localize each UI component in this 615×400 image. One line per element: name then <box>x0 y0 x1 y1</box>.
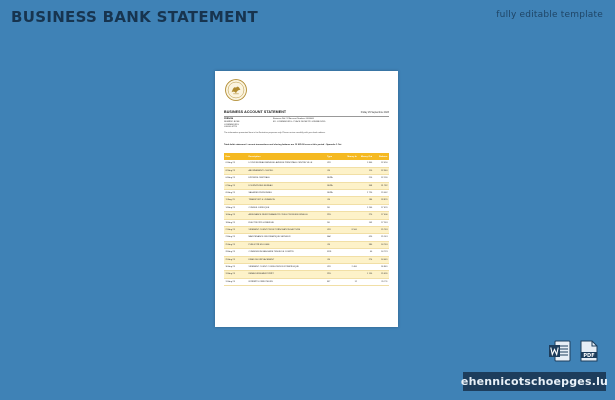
cell-balance: 28 876 <box>374 197 389 204</box>
table-row <box>224 204 389 211</box>
cell-type: SEPA <box>326 190 343 197</box>
table-row <box>224 219 389 226</box>
cell-money-out: 348 <box>358 182 373 189</box>
cell-money-out: 620 <box>358 234 373 241</box>
statement-date: Friday 29 Septembre 2023 <box>360 111 389 114</box>
header-date: Date <box>224 153 247 160</box>
cell-money-in <box>343 190 358 197</box>
cell-type: VIR <box>326 263 343 270</box>
cell-money-out: 274 <box>358 256 373 263</box>
cell-money-out: 1 800 <box>358 160 373 167</box>
cell-money-in <box>343 219 358 226</box>
cell-type: SEPA <box>326 175 343 182</box>
table-row <box>224 167 389 174</box>
cell-date: 31 Aug 23 <box>224 271 247 278</box>
cell-money-in <box>343 167 358 174</box>
cell-money-in <box>343 182 358 189</box>
header-type: Type <box>326 153 343 160</box>
cell-balance: 32 130 <box>374 175 389 182</box>
transactions-table <box>224 153 389 286</box>
cell-money-out: 40 <box>358 249 373 256</box>
cell-type: SEPA <box>326 182 343 189</box>
cell-date: 21 Aug 23 <box>224 227 247 234</box>
cell-date: 04 Aug 23 <box>224 175 247 182</box>
cell-money-in <box>343 212 358 219</box>
cell-date: 11 Aug 23 <box>224 197 247 204</box>
cell-money-out: 186 <box>358 197 373 204</box>
table-row <box>224 278 389 285</box>
cell-type: DD <box>326 204 343 211</box>
header-balance: Balance <box>374 153 389 160</box>
cell-date: 14 Aug 23 <box>224 204 247 211</box>
cell-money-in <box>343 160 358 167</box>
page-title: BUSINESS BANK STATEMENT <box>11 8 259 26</box>
statement-summary: Total debit statement / current transactions and closing balance are 12 025.00 euro at this period - Spacedo 1 Oct <box>224 144 342 146</box>
cell-type: FAC <box>326 234 343 241</box>
cell-date: 28 Aug 23 <box>224 249 247 256</box>
table-row <box>224 160 389 167</box>
cell-money-out: 380 <box>358 241 373 248</box>
info-line: EX: LUXEMBOURG - PLACE DE METZ LUXEMBOURG <box>273 120 326 123</box>
cell-date: 23 Aug 23 <box>224 234 247 241</box>
cell-balance: 34 723 <box>374 249 389 256</box>
table-row <box>224 212 389 219</box>
statement-title: BUSINESS ACCOUNT STATEMENT <box>224 110 287 114</box>
cell-balance: 27 406 <box>374 212 389 219</box>
cell-type: FRS <box>326 249 343 256</box>
pdf-icon[interactable] <box>577 339 601 363</box>
cell-money-out: 1 150 <box>358 271 373 278</box>
cell-balance: 27 263 <box>374 219 389 226</box>
cell-money-out: 110 <box>358 167 373 174</box>
table-row <box>224 190 389 197</box>
cell-type: VIR <box>326 160 343 167</box>
account-holder-block <box>224 118 239 129</box>
cell-description: ÉLECTRICITÉ & ÉNERGIE <box>247 219 326 226</box>
cell-type: INT <box>326 278 343 285</box>
table-row <box>224 175 389 182</box>
table-row <box>224 227 389 234</box>
cell-type: CB <box>326 167 343 174</box>
cell-description: PUBLICITÉ EN LIGNE <box>247 241 326 248</box>
cell-money-in <box>343 271 358 278</box>
cell-date: 30 Aug 23 <box>224 263 247 270</box>
table-row <box>224 256 389 263</box>
table-row <box>224 249 389 256</box>
cell-type: PRL <box>326 271 343 278</box>
cell-description: CONSEIL JURIDIQUE <box>247 204 326 211</box>
cell-description: VIREMENT CLIENT CONSULTATION STRATÉGIQUE <box>247 263 326 270</box>
cell-type: PRL <box>326 212 343 219</box>
cell-date: 07 Aug 23 <box>224 182 247 189</box>
cell-description: FRAIS DE DÉPLACEMENT <box>247 256 326 263</box>
cell-description: MAINTENANCE INFORMATIQUE SERVEUR <box>247 234 326 241</box>
cell-date: 01 Aug 23 <box>224 160 247 167</box>
table-row <box>224 271 389 278</box>
cell-money-out: 2 720 <box>358 190 373 197</box>
cell-date: 09 Aug 23 <box>224 190 247 197</box>
cell-description: ASSURANCE RESPONSABILITÉ CIVILE PROFESSIONNELLE <box>247 212 326 219</box>
header-money-in: Money In <box>343 153 358 160</box>
cell-description: TRANSPORT & LIVRAISON <box>247 197 326 204</box>
cell-balance: 35 763 <box>374 227 389 234</box>
cell-balance: 27 676 <box>374 204 389 211</box>
table-row <box>224 241 389 248</box>
statement-note: The information presented here is for illustrative purposes only. Please review carefully with your bank advisor. <box>224 132 326 134</box>
cell-money-out: 210 <box>358 175 373 182</box>
cell-money-in <box>343 249 358 256</box>
cell-description: VIREMENT CLIENT PROJET RÉNOVATION FACTURE <box>247 227 326 234</box>
cell-money-out: 1 200 <box>358 204 373 211</box>
cell-money-in <box>343 197 358 204</box>
cell-balance: 35 699 <box>374 271 389 278</box>
header-description: Description <box>247 153 326 160</box>
cell-date: 02 Aug 23 <box>224 167 247 174</box>
cell-date: 18 Aug 23 <box>224 219 247 226</box>
info-line: LUXEMBOURG <box>224 123 239 126</box>
cell-description: FOURNITURES BUREAU <box>247 182 326 189</box>
table-row <box>224 263 389 270</box>
cell-description: COMMISSION BANCAIRE TENUE DE COMPTE <box>247 249 326 256</box>
cell-balance: 36 849 <box>374 263 389 270</box>
header-money-out: Money Out <box>358 153 373 160</box>
table-row <box>224 197 389 204</box>
cell-description: LOYER BUREAU MENSUEL AVENUE PRINCIPALE CENTRE VILLE <box>247 160 326 167</box>
cell-money-in <box>343 204 358 211</box>
cell-money-out: 270 <box>358 212 373 219</box>
svg-text:PDF: PDF <box>583 352 595 359</box>
cell-money-out <box>358 227 373 234</box>
cell-description: EPICERIE CENTRALE <box>247 175 326 182</box>
cell-type: CB <box>326 256 343 263</box>
statement-document <box>215 71 398 327</box>
cell-date: 25 Aug 23 <box>224 241 247 248</box>
table-header-row <box>224 153 389 160</box>
cell-money-in: 12 <box>343 278 358 285</box>
cell-money-in <box>343 241 358 248</box>
cell-description: SALAIRES PERSONNEL <box>247 190 326 197</box>
cell-balance: 35 711 <box>374 278 389 285</box>
cell-money-in <box>343 175 358 182</box>
download-icons <box>548 339 601 363</box>
table-row <box>224 234 389 241</box>
cell-money-in: 8 500 <box>343 227 358 234</box>
page-subtitle: fully editable template <box>496 10 603 20</box>
cell-date: 16 Aug 23 <box>224 212 247 219</box>
word-icon[interactable] <box>548 339 572 363</box>
cell-type: CB <box>326 197 343 204</box>
cell-balance: 31 782 <box>374 182 389 189</box>
cell-description: ABONNEMENT LOGICIEL <box>247 167 326 174</box>
info-line: NUMÉRO BCEE <box>224 120 240 123</box>
cell-type: CB <box>326 241 343 248</box>
brand-badge[interactable]: ehennicotschoepges.lu <box>463 372 606 391</box>
cell-date: 29 Aug 23 <box>224 256 247 263</box>
cell-money-out: 143 <box>358 219 373 226</box>
cell-money-out <box>358 263 373 270</box>
cell-type: VIR <box>326 227 343 234</box>
info-line: PRÉNOM <box>224 118 234 120</box>
info-line: LU0000 47TB <box>224 126 237 129</box>
cell-balance: 29 062 <box>374 190 389 197</box>
cell-money-in <box>343 234 358 241</box>
cell-money-out <box>358 278 373 285</box>
cell-money-in <box>343 256 358 263</box>
cell-balance: 32 450 <box>374 160 389 167</box>
cell-balance: 34 449 <box>374 256 389 263</box>
cell-description: INTÉRÊTS CRÉDITEURS <box>247 278 326 285</box>
cell-balance: 34 763 <box>374 241 389 248</box>
table-row <box>224 182 389 189</box>
cell-type: DD <box>326 219 343 226</box>
cell-balance: 35 143 <box>374 234 389 241</box>
cell-money-in: 2 400 <box>343 263 358 270</box>
bank-seal-logo <box>225 79 247 101</box>
account-details-block <box>273 118 325 124</box>
cell-description: REMBOURSEMENT PRÊT <box>247 271 326 278</box>
divider <box>224 116 389 117</box>
info-line: Business Ref: 12 Account Number: 0000000 <box>273 118 314 120</box>
cell-date: 31 Aug 23 <box>224 278 247 285</box>
cell-balance: 32 340 <box>374 167 389 174</box>
